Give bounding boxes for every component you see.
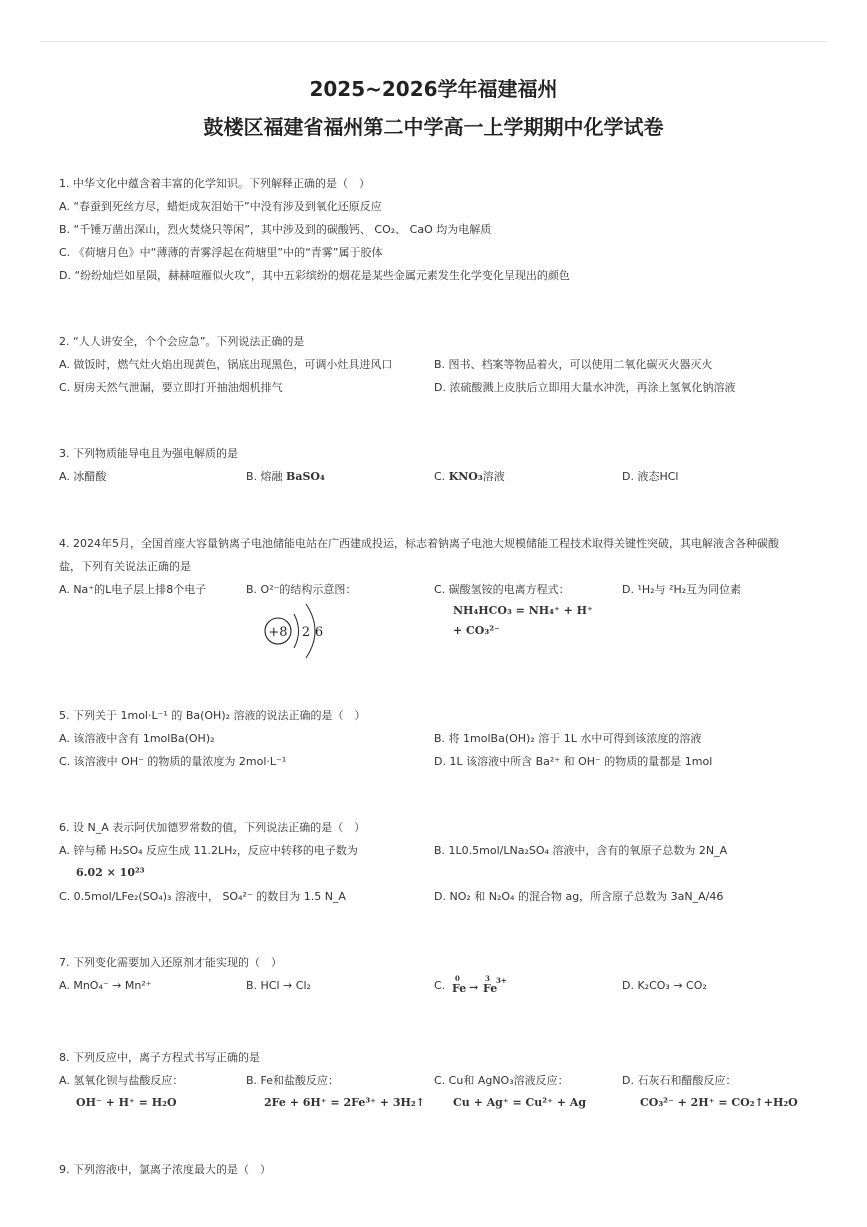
q4-stem-line2: 盐，下列有关说法正确的是 [59,560,191,573]
q3-option-d[interactable]: D. 液态HCl [622,470,679,483]
q7-option-c[interactable] [434,978,445,994]
q2-option-d[interactable]: D. 浓硫酸溅上皮肤后立即用大量水冲洗，再涂上氢氧化钠溶液 [434,381,736,394]
fe-charge: 3+ [496,976,507,985]
q6-option-b[interactable]: B. 1L0.5mol/LNa₂SO₄ 溶液中，含有的氧原子总数为 2N_A [434,844,728,857]
q3-option-c-formula: KNO₃ [448,470,483,483]
q3-option-c-suffix: 溶液 [482,470,505,483]
q8-option-b[interactable]: B. Fe和盐酸反应： [246,1074,340,1087]
atom-nucleus-charge: +8 [268,625,288,640]
q3-stem: 3. 下列物质能导电且为强电解质的是 [59,447,238,460]
q4-option-d[interactable]: D. ¹H₂与 ²H₂互为同位素 [622,583,742,596]
q4-option-c-equation-line1: NH₄HCO₃ = NH₄⁺ + H⁺ [453,604,593,617]
q9-stem: 9. 下列溶液中，氯离子浓度最大的是（ ） [59,1163,271,1176]
q7-option-c-label: C. [434,979,446,992]
q8-option-a[interactable]: A. 氢氧化钡与盐酸反应： [59,1074,184,1087]
q5-option-b[interactable]: B. 将 1molBa(OH)₂ 溶于 1L 水中可得到该浓度的溶液 [434,732,702,745]
q8-option-a-equation: OH⁻ + H⁺ = H₂O [76,1096,177,1109]
q1-stem: 1. 中华文化中蕴含着丰富的化学知识。下列解释正确的是（ ） [59,177,370,190]
q7-option-a[interactable]: A. MnO₄⁻ → Mn²⁺ [59,979,152,992]
atom-shell1-electrons: 2 [301,625,311,640]
q3-option-c[interactable] [434,469,505,485]
q1-option-d[interactable]: D. “纷纷灿烂如星陨，赫赫喧雁似火攻”，其中五彩缤纷的烟花是某些金属元素发生化学变化呈现出的颜色 [59,269,570,282]
q4-option-c[interactable]: C. 碳酸氢铵的电离方程式： [434,583,570,596]
q8-option-d-equation: CO₃²⁻ + 2H⁺ = CO₂↑+H₂O [640,1096,798,1109]
q4-stem-line1: 4. 2024年5月，全国首座大容量钠离子电池储能电站在广西建成投运，标志着钠离子电池大规模储能工程技术取得关键性突破，其电解液含各种碳酸 [59,537,779,550]
q8-stem: 8. 下列反应中，离子方程式书写正确的是 [59,1051,260,1064]
fe-oxidation-3: 3 [485,974,490,983]
q5-stem: 5. 下列关于 1mol·L⁻¹ 的 Ba(OH)₂ 溶液的说法正确的是（ ） [59,709,366,722]
q8-option-b-equation: 2Fe + 6H⁺ = 2Fe³⁺ + 3H₂↑ [264,1096,425,1109]
q3-option-b-formula: BaSO₄ [286,470,325,483]
q1-option-a[interactable]: A. “春蚕到死丝方尽，蜡炬成灰泪始干”中没有涉及到氧化还原反应 [59,200,382,213]
q3-option-a[interactable]: A. 冰醋酸 [59,470,107,483]
q4-option-c-equation-line2: + CO₃²⁻ [453,624,500,637]
q4-option-a[interactable]: A. Na⁺的L电子层上排8个电子 [59,583,207,596]
q7-option-d[interactable]: D. K₂CO₃ → CO₂ [622,979,707,992]
q2-option-c[interactable]: C. 厨房天然气泄漏，要立即打开抽油烟机排气 [59,381,283,394]
fe-symbol-left: Fe [452,982,467,995]
q7-stem: 7. 下列变化需要加入还原剂才能实现的（ ） [59,956,282,969]
header-divider [40,41,827,42]
fe-symbol-right: Fe [483,982,498,995]
q5-option-a[interactable]: A. 该溶液中含有 1molBa(OH)₂ [59,732,215,745]
q7-option-b[interactable]: B. HCl → Cl₂ [246,979,311,992]
q8-option-c-equation: Cu + Ag⁺ = Cu²⁺ + Ag [453,1096,587,1109]
fe-oxidation-0: 0 [455,974,460,983]
q2-stem: 2. “人人讲安全，个个会应急”。下列说法正确的是 [59,335,305,348]
q3-option-c-label: C. [434,470,446,483]
q8-option-d[interactable]: D. 石灰石和醋酸反应： [622,1074,737,1087]
page-title-line2: 鼓楼区福建省福州第二中学高一上学期期中化学试卷 [203,115,664,139]
q4-option-b[interactable]: B. O²⁻的结构示意图： [246,583,357,596]
q1-option-b[interactable]: B. “千锤万凿出深山，烈火焚烧只等闲”，其中涉及到的碳酸钙、 CO₂、 CaO 均为电解质 [59,223,492,236]
o2-atom-structure-diagram [258,600,328,664]
q6-stem: 6. 设 N_A 表示阿伏加德罗常数的值，下列说法正确的是（ ） [59,821,366,834]
q6-option-c[interactable]: C. 0.5mol/LFe₂(SO₄)₃ 溶液中， SO₄²⁻ 的数目为 1.5 N_A [59,890,346,903]
q2-option-b[interactable]: B. 图书、档案等物品着火，可以使用二氧化碳灭火器灭火 [434,358,713,371]
q3-option-b[interactable] [246,469,325,485]
q2-option-a[interactable]: A. 做饭时，燃气灶火焰出现黄色，锅底出现黑色，可调小灶具进风口 [59,358,393,371]
q5-option-c[interactable]: C. 该溶液中 OH⁻ 的物质的量浓度为 2mol·L⁻¹ [59,755,287,768]
q7-option-c-formula [452,974,512,1000]
atom-shell2-electrons: 6 [314,625,324,640]
q6-option-a-value: 6.02 × 10²³ [76,866,145,879]
q1-option-c[interactable]: C. 《荷塘月色》中“薄薄的青雾浮起在荷塘里”中的“青雾”属于胶体 [59,246,383,259]
reaction-arrow: → [469,981,479,994]
q6-option-a[interactable]: A. 锌与稀 H₂SO₄ 反应生成 11.2LH₂，反应中转移的电子数为 [59,844,358,857]
q5-option-d[interactable]: D. 1L 该溶液中所含 Ba²⁺ 和 OH⁻ 的物质的量都是 1mol [434,755,713,768]
page-title-line1: 2025~2026学年福建福州 [309,77,558,101]
q8-option-c[interactable]: C. Cu和 AgNO₃溶液反应： [434,1074,569,1087]
q3-option-b-label: B. 熔融 [246,470,283,483]
q6-option-d[interactable]: D. NO₂ 和 N₂O₄ 的混合物 ag，所含原子总数为 3aN_A/46 [434,890,724,903]
